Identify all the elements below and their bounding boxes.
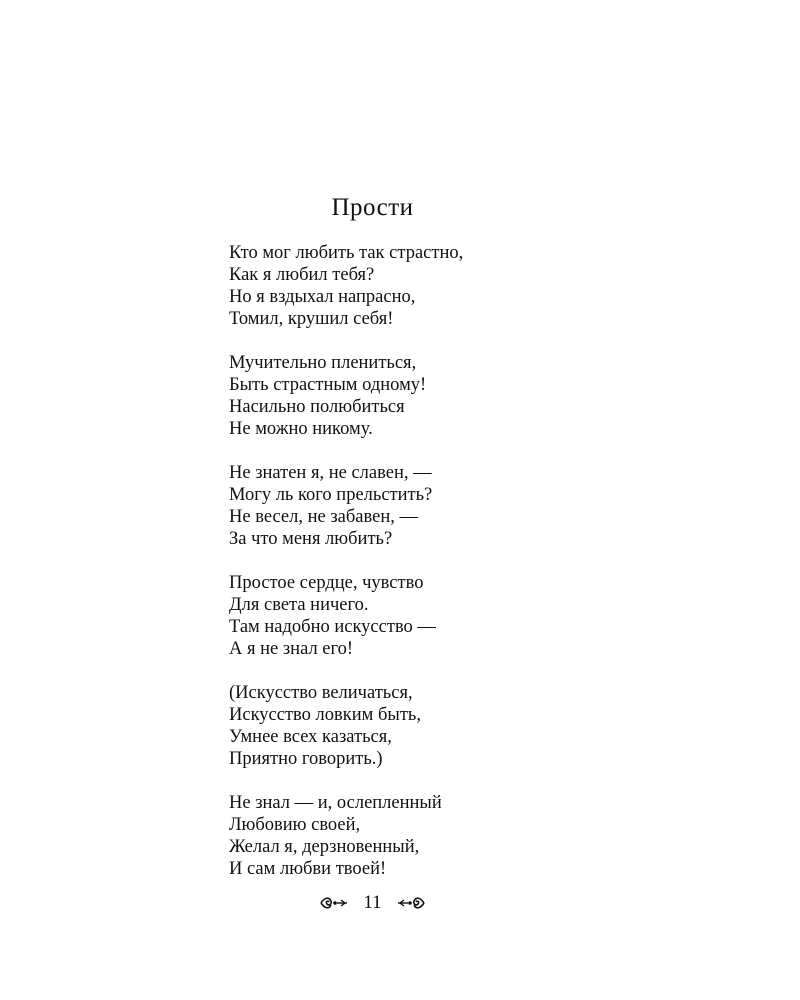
stanza-3 <box>229 462 649 550</box>
poem-line: Не знал — и, ослепленный <box>229 793 442 813</box>
fleuron-right-icon <box>396 896 426 910</box>
poem-line: Но я вздыхал напрасно, <box>229 287 416 307</box>
poem-line: Любовию своей, <box>229 815 361 835</box>
stanza-2 <box>229 352 649 440</box>
poem-line: Быть страстным одному! <box>229 375 427 395</box>
stanza-6 <box>229 792 649 880</box>
poem-line: Не весел, не забавен, — <box>229 507 418 527</box>
poem-line: Могу ль кого прельстить? <box>229 485 433 505</box>
poem-line: Для света ничего. <box>229 595 369 615</box>
fleuron-left-icon <box>319 896 349 910</box>
poem-line: Там надобно искусство — <box>229 617 436 637</box>
poem-title: Прости <box>331 194 414 221</box>
stanza-1 <box>229 242 649 330</box>
stanza-4 <box>229 572 649 660</box>
poem-body <box>229 242 649 902</box>
poem-line: Простое сердце, чувство <box>229 573 424 593</box>
poem-line: Кто мог любить так страстно, <box>229 243 464 263</box>
poem-line: Желал я, дерзновенный, <box>229 837 420 857</box>
poem-line: И сам любви твоей! <box>229 859 387 879</box>
poem-line: А я не знал его! <box>229 639 354 659</box>
poem-line: Не можно никому. <box>229 419 373 439</box>
page-footer <box>0 892 745 914</box>
poem-line: Не знатен я, не славен, — <box>229 463 432 483</box>
stanza-5 <box>229 682 649 770</box>
poem-line: (Искусство величаться, <box>229 683 413 703</box>
poem-line: Насильно полюбиться <box>229 397 405 417</box>
page-number: 11 <box>363 892 382 913</box>
poem-line: Томил, крушил себя! <box>229 309 394 329</box>
poem-line: Искусство ловким быть, <box>229 705 421 725</box>
poem-line: Мучительно плениться, <box>229 353 417 373</box>
poem-line: Умнее всех казаться, <box>229 727 392 747</box>
poem-line: Как я любил тебя? <box>229 265 375 285</box>
poem-line: За что меня любить? <box>229 529 393 549</box>
poem-line: Приятно говорить.) <box>229 749 383 769</box>
